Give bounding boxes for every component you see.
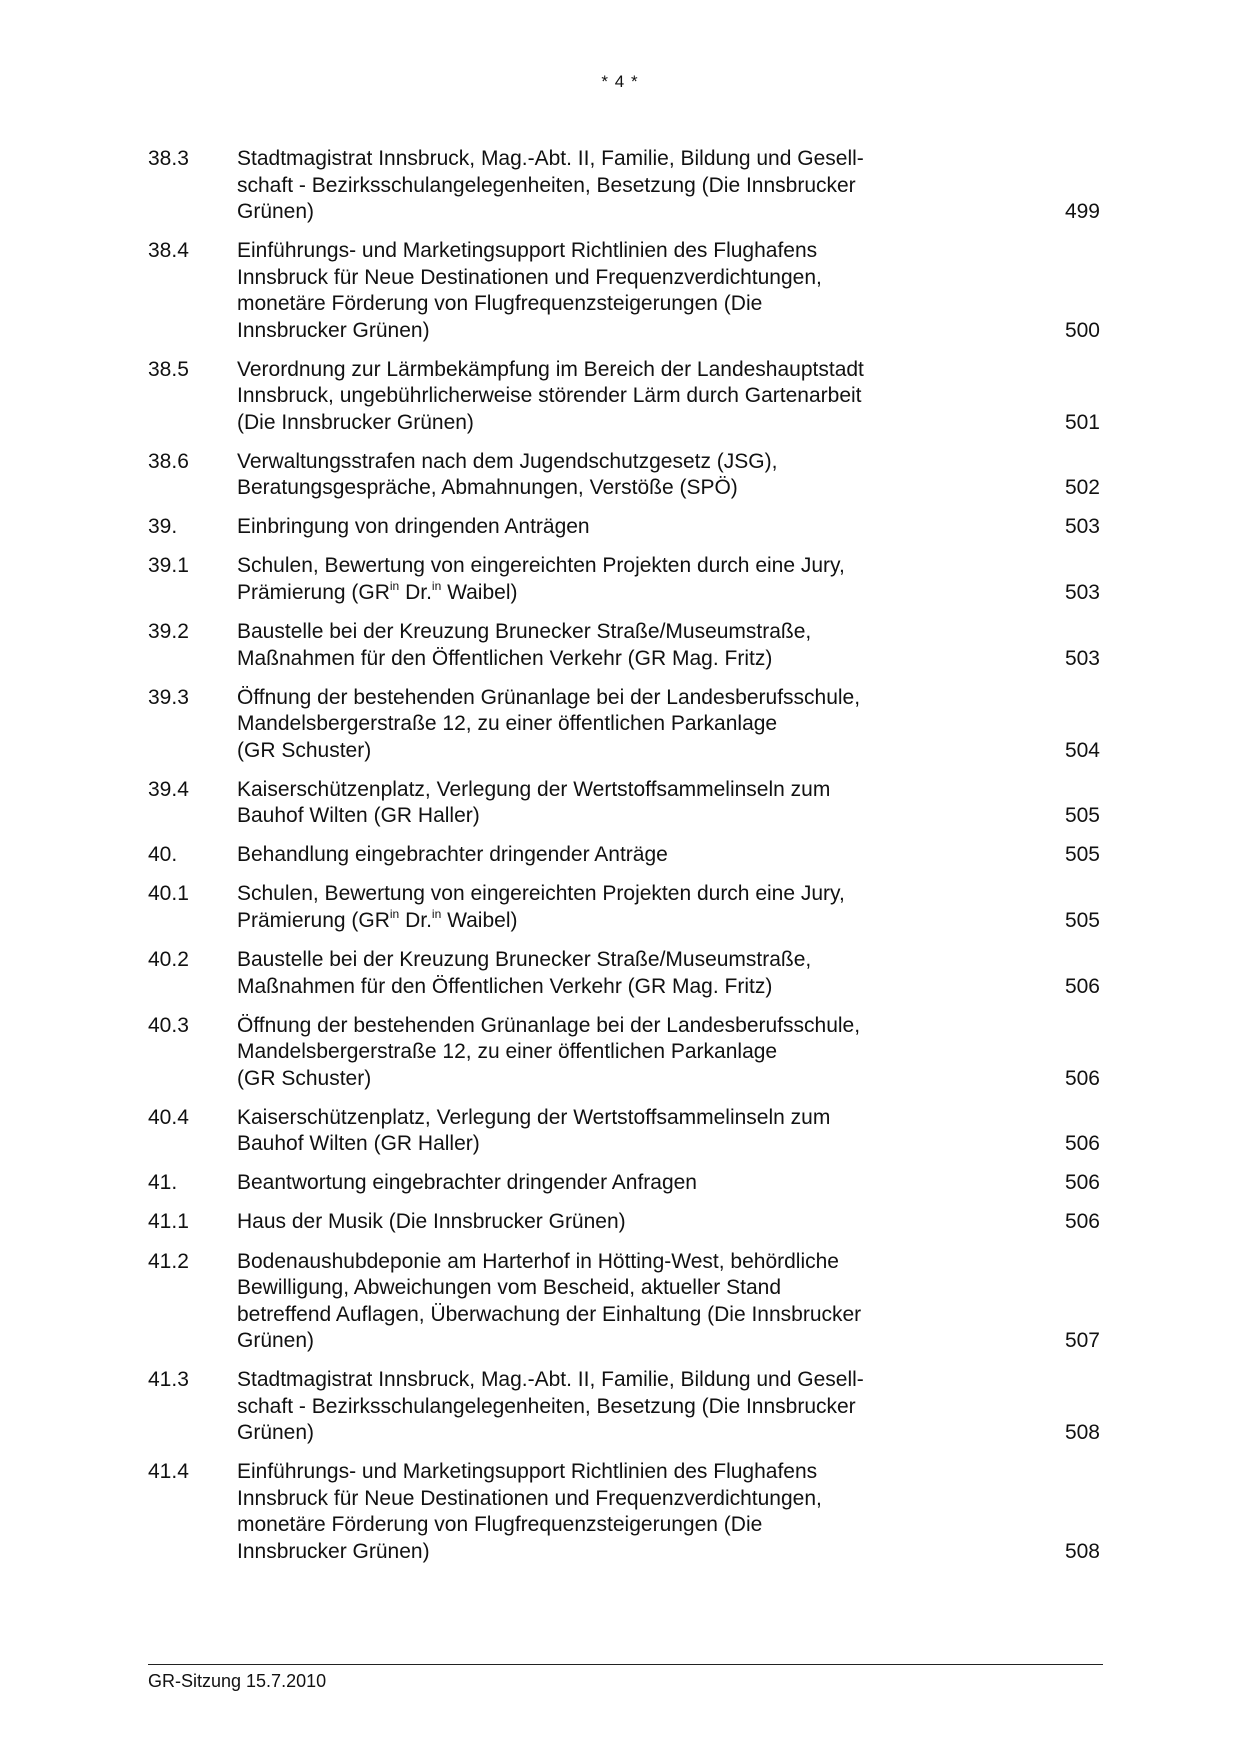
entry-title <box>237 1459 977 1565</box>
entry-title-line: Bauhof Wilten (GR Haller) <box>237 1132 480 1156</box>
toc-entry <box>148 357 1100 437</box>
entry-title-line: Schulen, Bewertung von eingereichten Projekten durch eine Jury, <box>237 554 845 578</box>
entry-number: 41.4 <box>148 1460 189 1484</box>
entry-title-line: Innsbruck für Neue Destinationen und Frequenzverdichtungen, <box>237 1486 822 1510</box>
entry-page: 505 <box>1064 843 1100 867</box>
entry-number: 41. <box>148 1171 178 1195</box>
entry-title <box>237 685 977 765</box>
entry-number: 38.3 <box>148 147 189 170</box>
toc-entry <box>148 842 1100 869</box>
entry-page: 499 <box>1064 200 1100 223</box>
entry-page: 502 <box>1064 476 1100 500</box>
entry-title-line: Bauhof Wilten (GR Haller) <box>237 804 480 828</box>
entry-number: 39.3 <box>148 685 189 709</box>
entry-number: 38.6 <box>148 449 189 473</box>
entry-title-line: (GR Schuster) <box>237 738 372 762</box>
entry-title <box>237 1367 977 1447</box>
entry-title-line: Stadtmagistrat Innsbruck, Mag.-Abt. II, Familie, Bildung und Gesell- <box>237 1368 864 1392</box>
superscript: in <box>431 578 442 593</box>
table-of-contents <box>148 146 1100 1578</box>
toc-entry <box>148 449 1100 502</box>
entry-title-line: Öffnung der bestehenden Grünanlage bei der Landesberufsschule, <box>237 685 861 709</box>
entry-page: 505 <box>1064 908 1100 932</box>
entry-title-line: Mandelsbergerstraße 12, zu einer öffentlichen Parkanlage <box>237 1040 778 1064</box>
superscript: in <box>431 906 442 921</box>
entry-number: 40.2 <box>148 948 189 972</box>
toc-entry <box>148 619 1100 672</box>
entry-number: 38.5 <box>148 357 189 381</box>
entry-title-line: Innsbruck für Neue Destinationen und Frequenzverdichtungen, <box>237 265 822 289</box>
entry-page: 507 <box>1064 1329 1100 1352</box>
entry-title <box>237 238 977 344</box>
entry-title <box>237 947 977 1000</box>
entry-page: 505 <box>1064 804 1100 828</box>
entry-page: 506 <box>1064 1066 1100 1090</box>
entry-title-line: Öffnung der bestehenden Grünanlage bei der Landesberufsschule, <box>237 1013 861 1037</box>
toc-entry <box>148 1459 1100 1565</box>
toc-entry <box>148 881 1100 934</box>
entry-title <box>237 842 977 869</box>
entry-title-line: Baustelle bei der Kreuzung Brunecker Straße/Museumstraße, <box>237 620 812 644</box>
entry-page: 506 <box>1064 1132 1100 1156</box>
entry-title <box>237 619 977 672</box>
toc-entry <box>148 146 1100 226</box>
entry-title-text: Prämierung (GR <box>237 580 390 604</box>
entry-page: 503 <box>1064 646 1100 670</box>
entry-number: 38.4 <box>148 239 189 263</box>
entry-title-text: Waibel) <box>441 580 518 604</box>
toc-entry <box>148 1249 1100 1355</box>
entry-title <box>237 553 977 606</box>
toc-entry <box>148 238 1100 344</box>
entry-title-line: Mandelsbergerstraße 12, zu einer öffentlichen Parkanlage <box>237 712 778 736</box>
entry-title-line: Verordnung zur Lärmbekämpfung im Bereich der Landeshauptstadt <box>237 357 864 381</box>
entry-title-text: Dr. <box>399 580 432 604</box>
superscript: in <box>389 578 400 593</box>
entry-title-line: (GR Schuster) <box>237 1066 372 1090</box>
entry-title <box>237 449 977 502</box>
entry-title-line: Grünen) <box>237 1329 315 1352</box>
entry-title-line: Beantwortung eingebrachter dringender Anfragen <box>237 1171 697 1195</box>
entry-title-text: Dr. <box>399 908 432 932</box>
page-number: * 4 * <box>601 72 639 91</box>
entry-title-line: betreffend Auflagen, Überwachung der Einhaltung (Die Innsbrucker <box>237 1302 862 1326</box>
entry-title-line <box>237 580 977 607</box>
entry-title <box>237 1013 977 1093</box>
entry-title-line: monetäre Förderung von Flugfrequenzsteigerungen (Die <box>237 292 763 316</box>
footer-text: GR-Sitzung 15.7.2010 <box>148 1671 327 1691</box>
toc-entry <box>148 1209 1100 1236</box>
entry-title-line: Baustelle bei der Kreuzung Brunecker Straße/Museumstraße, <box>237 948 812 972</box>
entry-number: 39.1 <box>148 554 189 578</box>
entry-page: 506 <box>1064 1210 1100 1234</box>
toc-entry <box>148 1013 1100 1093</box>
entry-title-line: Bewilligung, Abweichungen vom Bescheid, aktueller Stand <box>237 1276 782 1299</box>
entry-title <box>237 881 977 934</box>
entry-title-line: Stadtmagistrat Innsbruck, Mag.-Abt. II, Familie, Bildung und Gesell- <box>237 147 864 170</box>
entry-title-text: Waibel) <box>441 908 518 932</box>
entry-title-line: Kaiserschützenplatz, Verlegung der Wertstoffsammelinseln zum <box>237 1105 831 1129</box>
entry-number: 41.2 <box>148 1249 189 1273</box>
entry-title-line: Maßnahmen für den Öffentlichen Verkehr (GR Mag. Fritz) <box>237 646 773 670</box>
entry-number: 40.3 <box>148 1013 189 1037</box>
toc-entry <box>148 947 1100 1000</box>
entry-title-line: Innsbrucker Grünen) <box>237 1539 430 1563</box>
entry-title <box>237 146 977 226</box>
entry-number: 39.4 <box>148 777 189 801</box>
entry-number: 39.2 <box>148 620 189 644</box>
entry-page: 506 <box>1064 1171 1100 1195</box>
entry-page: 508 <box>1064 1539 1100 1563</box>
entry-page: 500 <box>1064 318 1100 342</box>
entry-title <box>237 357 977 437</box>
entry-title-line: Verwaltungsstrafen nach dem Jugendschutzgesetz (JSG), <box>237 449 778 473</box>
toc-entry <box>148 1105 1100 1158</box>
entry-title <box>237 1170 977 1197</box>
entry-title-line: monetäre Förderung von Flugfrequenzsteigerungen (Die <box>237 1513 763 1537</box>
entry-number: 40.1 <box>148 882 189 906</box>
toc-entry <box>148 1170 1100 1197</box>
toc-entry <box>148 514 1100 541</box>
entry-title <box>237 1105 977 1158</box>
entry-title <box>237 777 977 830</box>
entry-title-line: Innsbrucker Grünen) <box>237 318 430 342</box>
entry-title-line: schaft - Bezirksschulangelegenheiten, Besetzung (Die Innsbrucker <box>237 1394 856 1418</box>
superscript: in <box>389 906 400 921</box>
entry-title-line: Grünen) <box>237 1421 315 1445</box>
entry-number: 40. <box>148 843 178 867</box>
entry-number: 39. <box>148 515 178 539</box>
entry-title-line: schaft - Bezirksschulangelegenheiten, Besetzung (Die Innsbrucker <box>237 173 856 197</box>
entry-title-line: Einbringung von dringenden Anträgen <box>237 515 590 539</box>
entry-page: 508 <box>1064 1421 1100 1445</box>
toc-entry <box>148 777 1100 830</box>
entry-page: 503 <box>1064 515 1100 539</box>
entry-title <box>237 1209 977 1236</box>
entry-title-line <box>237 908 977 935</box>
entry-title-line: (Die Innsbrucker Grünen) <box>237 410 474 434</box>
toc-entry <box>148 553 1100 606</box>
entry-page: 503 <box>1064 580 1100 604</box>
entry-title-line: Kaiserschützenplatz, Verlegung der Wertstoffsammelinseln zum <box>237 777 831 801</box>
entry-page: 501 <box>1064 410 1100 434</box>
entry-title-line: Bodenaushubdeponie am Harterhof in Hötting-West, behördliche <box>237 1249 839 1273</box>
entry-title-line: Einführungs- und Marketingsupport Richtlinien des Flughafens <box>237 239 818 263</box>
entry-title-line: Innsbruck, ungebührlicherweise störender Lärm durch Gartenarbeit <box>237 384 862 408</box>
entry-number: 41.3 <box>148 1368 189 1392</box>
entry-title-line: Einführungs- und Marketingsupport Richtlinien des Flughafens <box>237 1460 818 1484</box>
entry-title-line: Beratungsgespräche, Abmahnungen, Verstöße (SPÖ) <box>237 476 738 500</box>
entry-title-line: Maßnahmen für den Öffentlichen Verkehr (GR Mag. Fritz) <box>237 974 773 998</box>
entry-title-text: Prämierung (GR <box>237 908 390 932</box>
footer-divider <box>148 1664 1103 1665</box>
toc-entry <box>148 1367 1100 1447</box>
entry-title <box>237 514 977 541</box>
entry-title-line: Grünen) <box>237 200 315 223</box>
entry-title-line: Haus der Musik (Die Innsbrucker Grünen) <box>237 1210 626 1234</box>
entry-page: 506 <box>1064 974 1100 998</box>
entry-title-line: Behandlung eingebrachter dringender Anträge <box>237 843 668 867</box>
toc-entry <box>148 685 1100 765</box>
entry-title <box>237 1249 977 1355</box>
entry-title-line: Schulen, Bewertung von eingereichten Projekten durch eine Jury, <box>237 882 845 906</box>
entry-number: 41.1 <box>148 1210 189 1234</box>
entry-page: 504 <box>1064 738 1100 762</box>
entry-number: 40.4 <box>148 1105 189 1129</box>
